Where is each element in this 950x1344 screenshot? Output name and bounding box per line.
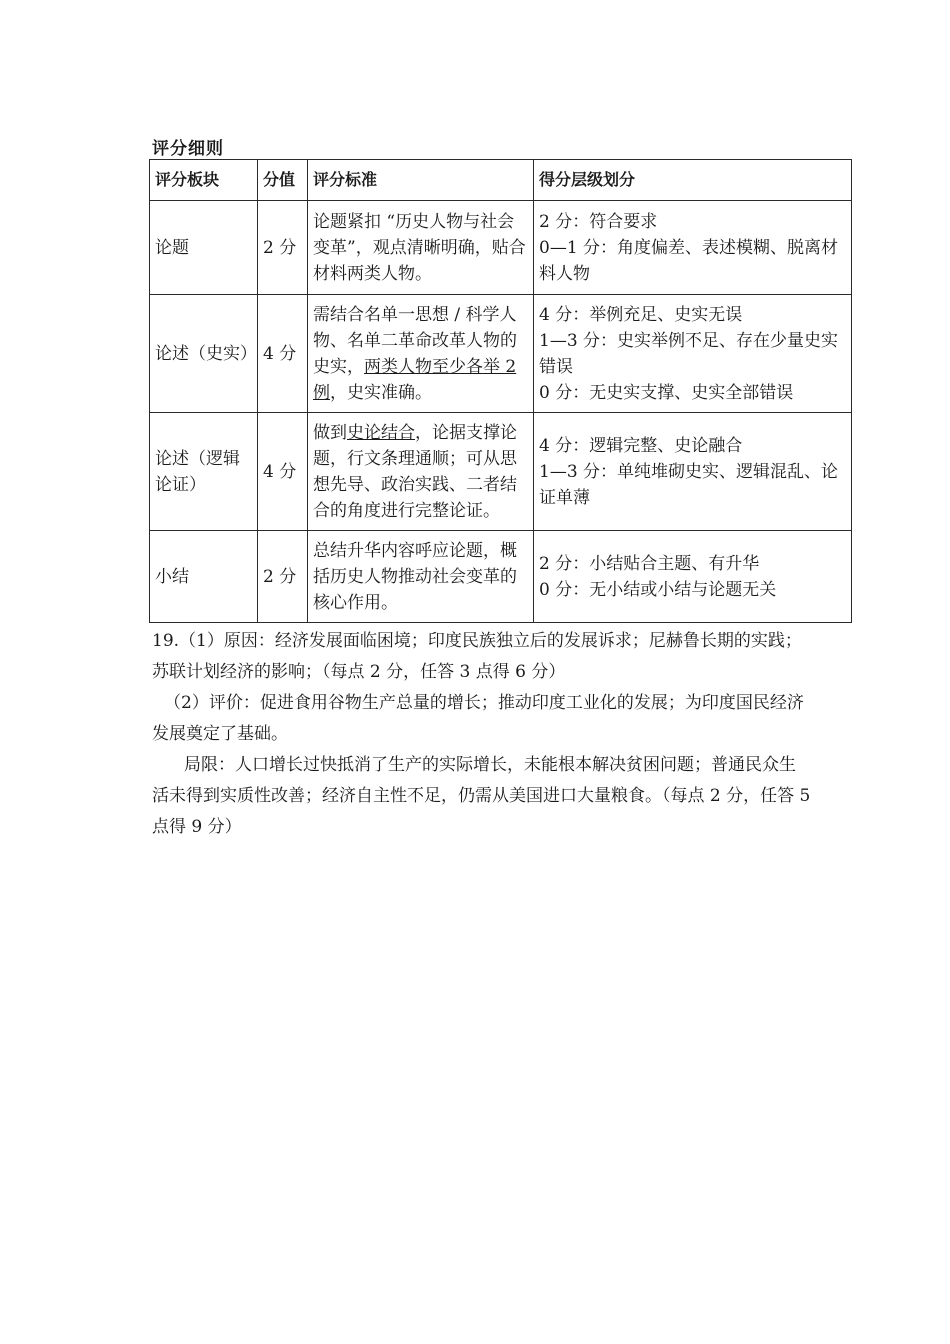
- cell-score: 2 分: [258, 531, 308, 623]
- cell-score: 2 分: [258, 201, 308, 295]
- cell-criteria: [308, 531, 534, 623]
- header-criteria: 评分标准: [308, 160, 534, 201]
- cell-levels: [534, 413, 852, 531]
- criteria-text: 总结升华内容呼应论题，概括历史人物推动社会变革的核心作用。: [313, 540, 517, 613]
- answer-paragraph-causes: 19.（1）原因：经济发展面临困境；印度民族独立后的发展诉求；尼赫鲁长期的实践；苏联计划经济的影响；（每点 2 分，任答 3 点得 6 分）: [152, 631, 802, 682]
- level-line: 2 分：小结贴合主题、有升华: [539, 553, 760, 574]
- criteria-underlined-text: 两类人物至少各举 2 例: [313, 356, 517, 403]
- scoring-rubric-table: [149, 159, 852, 623]
- cell-block: 小结: [150, 531, 258, 623]
- cell-levels: [534, 295, 852, 413]
- answer-notes: [152, 626, 812, 843]
- table-row: [150, 531, 852, 623]
- cell-levels: [534, 531, 852, 623]
- cell-criteria: [308, 413, 534, 531]
- table-row: [150, 413, 852, 531]
- answer-paragraph-evaluation: （2）评价：促进食用谷物生产总量的增长；推动印度工业化的发展；为印度国民经济发展奠定了基础。: [152, 693, 804, 744]
- header-block: 评分板块: [150, 160, 258, 201]
- cell-block: 论述（史实）: [150, 295, 258, 413]
- level-line: 1—3 分：史实举例不足、存在少量史实错误: [539, 330, 839, 377]
- table-row: [150, 201, 852, 295]
- level-line: 0—1 分：角度偏差、表述模糊、脱离材料人物: [539, 237, 839, 284]
- table-header-row: [150, 160, 852, 201]
- cell-block: 论述（逻辑论证）: [150, 413, 258, 531]
- cell-score: 4 分: [258, 413, 308, 531]
- header-score: 分值: [258, 160, 308, 201]
- level-line: 2 分：符合要求: [539, 211, 658, 232]
- table-row: [150, 295, 852, 413]
- criteria-text: ，史实准确。: [330, 382, 432, 403]
- level-line: 0 分：无史实支撑、史实全部错误: [539, 382, 794, 403]
- cell-levels: [534, 201, 852, 295]
- level-line: 4 分：逻辑完整、史论融合: [539, 435, 743, 456]
- cell-score: 4 分: [258, 295, 308, 413]
- criteria-text: 论题紧扣 “历史人物与社会变革”，观点清晰明确，贴合材料两类人物。: [313, 211, 526, 284]
- level-line: 0 分：无小结或小结与论题无关: [539, 579, 777, 600]
- header-levels: 得分层级划分: [534, 160, 852, 201]
- cell-criteria: [308, 201, 534, 295]
- level-line: 1—3 分：单纯堆砌史实、逻辑混乱、论证单薄: [539, 461, 839, 508]
- cell-block: 论题: [150, 201, 258, 295]
- criteria-text: 需结合名单一思想 / 科学人物、名单二革命改革人物的史实，: [313, 304, 517, 377]
- level-line: 4 分：举例充足、史实无误: [539, 304, 743, 325]
- criteria-text: 做到: [313, 422, 347, 443]
- criteria-underlined-text: 史论结合: [347, 422, 415, 443]
- criteria-text: ，论据支撑论题，行文条理通顺；可从思想先导、政治实践、二者结合的角度进行完整论证。: [313, 422, 517, 521]
- cell-criteria: [308, 295, 534, 413]
- section-title: 评分细则: [152, 139, 224, 159]
- answer-paragraph-limitations: 局限：人口增长过快抵消了生产的实际增长，未能根本解决贫困问题；普通民众生活未得到实质性改善；经济自主性不足，仍需从美国进口大量粮食。（每点 2 分，任答 5 点得 9 分）: [152, 755, 811, 837]
